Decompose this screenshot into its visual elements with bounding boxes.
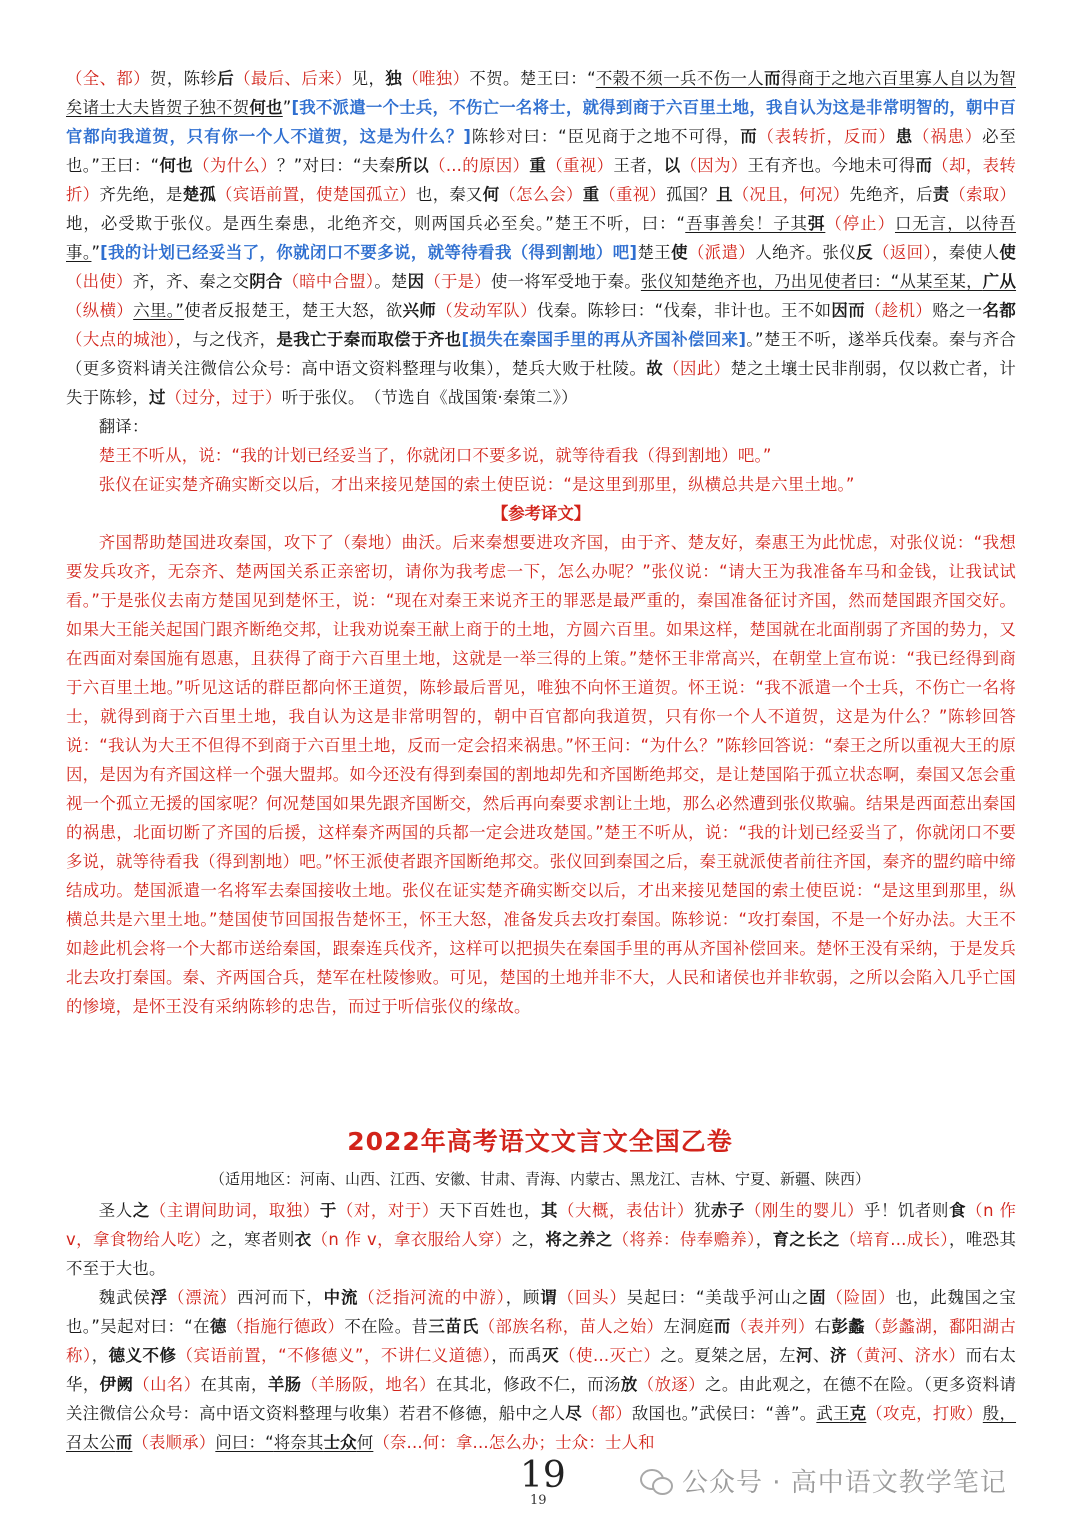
text-run: 之。由此观之，在德不在险。（更多资料请关注微信公众号：高中语文资料整理与收集）若君不修德，船中之人: [66, 1375, 1017, 1423]
text-run: 圣人: [98, 1201, 133, 1220]
text-run: 使: [999, 243, 1016, 262]
text-run: 谓: [540, 1288, 558, 1307]
wechat-icon: [640, 1467, 672, 1495]
text-run: ，: [91, 1346, 109, 1365]
text-run: （宾语前置，“不修德义”，不讲仁义道德）: [176, 1346, 492, 1365]
lower-text-block: [66, 1196, 1016, 1457]
text-run: （于是）: [424, 272, 491, 291]
text-run: 德: [209, 1317, 227, 1336]
text-run: 吴起曰：“美哉乎河山之: [626, 1288, 810, 1307]
text-run: （因此）: [663, 359, 731, 378]
text-run: ，与之伐齐，: [175, 330, 277, 349]
text-run: 中流: [323, 1288, 359, 1307]
text-run: 武王: [816, 1404, 850, 1423]
text-run: 乎！饥者则: [864, 1201, 950, 1220]
text-run: 重: [529, 156, 547, 175]
text-run: 因而: [831, 301, 866, 320]
text-run: 河: [796, 1346, 813, 1365]
text-run: 尽: [565, 1404, 582, 1423]
text-run: [我的计划已经妥当了，你就闭口不要多说，就等待看我（得到割地）吧]: [100, 243, 638, 262]
text-run: （最后、后来）: [234, 69, 352, 88]
text-run: 在其南，: [200, 1375, 268, 1394]
translation-line-2: 张仪在证实楚齐确实断交以后，才出来接见楚国的索土使臣说：“是这里到那里，纵横总共是六里土地。”: [98, 475, 855, 494]
text-run: 必至也。”王曰：“: [66, 127, 1016, 175]
text-run: 。”楚王不听，遂举兵伐秦。秦与齐合（更多资料请关注微信公众号：高中语文资料整理与收集），楚兵大败于杜陵。: [66, 330, 1017, 378]
page-number-small: 19: [530, 1493, 547, 1508]
text-run: 放: [620, 1375, 638, 1394]
text-run: 士众: [323, 1433, 357, 1452]
text-run: （黄河、济水）: [846, 1346, 966, 1365]
text-run: 济: [829, 1346, 847, 1365]
upper-text-block: [66, 64, 1016, 1021]
text-run: 天下百姓也，: [438, 1201, 541, 1220]
text-run: [我不派遣一个士兵，不伤亡一名将士，就得到商于六百里土地，我自认为这是非常明智的，朝中百官都向我道贺，只有你一个人不道贺，这是为什么？]: [66, 98, 1016, 146]
text-run: 王者，: [613, 156, 664, 175]
text-run: 弭: [807, 214, 826, 233]
text-run: 西河而下，: [237, 1288, 324, 1307]
text-run: 楚王: [637, 243, 672, 262]
text-run: 三苗氏: [428, 1317, 479, 1336]
text-run: 六里。”: [133, 301, 185, 320]
text-run: （部族名称，苗人之始）: [478, 1317, 664, 1336]
text-run: 在其北，修政不仁，而汤: [435, 1375, 621, 1394]
text-run: （培育...成长）: [839, 1230, 949, 1249]
text-run: （山名）: [133, 1375, 201, 1394]
text-run: ”: [91, 243, 101, 262]
text-run: 王有齐也。今地未可得: [747, 156, 916, 175]
text-run: （派遣）: [687, 243, 756, 262]
text-run: 何: [356, 1433, 374, 1452]
text-run: （全、都）: [66, 69, 151, 88]
text-run: 后: [217, 69, 235, 88]
text-run: 衣: [294, 1230, 312, 1249]
text-run: 右: [814, 1317, 832, 1336]
text-run: 之。夏桀之居，左: [660, 1346, 797, 1365]
text-run: （表顺承）: [132, 1433, 216, 1452]
text-run: 而: [740, 127, 758, 146]
text-run: （放逐）: [637, 1375, 706, 1394]
text-run: 其: [540, 1201, 558, 1220]
text-run: 将之养之: [545, 1230, 613, 1249]
text-run: 以: [663, 156, 681, 175]
text-run: 得商于之地六百里寡人自以为智矣诸士大夫皆贺子独不贺: [66, 69, 1016, 117]
text-run: 齐，齐、秦之交: [132, 272, 250, 291]
annotated-paragraph-1: [66, 1196, 1016, 1283]
text-run: 孤国？: [666, 185, 717, 204]
text-run: 吾事善矣！子其: [685, 214, 808, 233]
text-run: 食: [949, 1201, 967, 1220]
text-run: 魏武侯: [98, 1288, 151, 1307]
section-subtitle: （适用地区：河南、山西、江西、安徽、甘肃、青海、内蒙古、黑龙江、吉林、宁夏、新疆、陕西）: [209, 1170, 870, 1188]
text-run: 楚之土壤士民非削弱，仅以救亡者，计失于陈轸，: [66, 359, 1017, 407]
text-run: 见，: [351, 69, 386, 88]
text-run: 重: [582, 185, 600, 204]
text-run: （却，表转折）: [66, 156, 1017, 204]
text-run: 使: [671, 243, 688, 262]
text-run: （大概，表估计）: [557, 1201, 694, 1220]
text-run: （使...灭亡）: [559, 1346, 661, 1365]
text-run: （重视）: [599, 185, 667, 204]
text-run: 赂之一: [932, 301, 983, 320]
text-run: 犹: [693, 1201, 711, 1220]
text-run: 而: [713, 1317, 731, 1336]
text-run: 何也: [159, 156, 194, 175]
text-run: 育之长之: [772, 1230, 840, 1249]
text-run: （索取）: [949, 185, 1017, 204]
text-run: （奈...何：拿...怎么办；士众：士人和: [373, 1433, 655, 1452]
text-run: （宾语前置，使楚国孤立）: [216, 185, 417, 204]
text-run: 浮: [150, 1288, 168, 1307]
text-run: 之，寒者则: [210, 1230, 295, 1249]
text-run: 陈轸对曰：“臣见商于之地不可得，: [471, 127, 741, 146]
text-run: 齐先绝，是: [99, 185, 183, 204]
text-run: 反: [856, 243, 874, 262]
text-run: （表并列）: [730, 1317, 815, 1336]
text-run: 羊肠: [267, 1375, 302, 1394]
text-run: 口无言，以待吾事。: [66, 214, 1017, 262]
text-run: 兴师: [402, 301, 437, 320]
text-run: （因为）: [680, 156, 748, 175]
text-run: （羊肠阪，地名）: [301, 1375, 436, 1394]
text-run: （泛指河流的中游）: [358, 1288, 506, 1307]
text-run: （...的原因）: [429, 156, 530, 175]
text-run: 过: [148, 388, 166, 407]
text-run: 地，必受欺于张仪。是西生秦患，北绝齐交，则两国兵必至矣。”楚王不听，曰：“: [66, 214, 686, 233]
text-run: （祸患）: [913, 127, 983, 146]
text-run: 于: [319, 1201, 337, 1220]
text-run: 患: [895, 127, 914, 146]
text-run: （唯独）: [402, 69, 470, 88]
text-run: （刚生的婴儿）: [745, 1201, 865, 1220]
text-run: 。楚: [374, 272, 408, 291]
text-run: 因: [407, 272, 425, 291]
text-run: （趁机）: [865, 301, 933, 320]
text-run: 克: [849, 1404, 867, 1423]
text-run: 独: [385, 69, 403, 88]
annotated-paragraph-2: [66, 1283, 1016, 1457]
text-run: （n 作 v，拿衣服给人穿）: [311, 1230, 512, 1249]
section-title: 2022年高考语文文言文全国乙卷: [347, 1127, 733, 1156]
text-run: 不在险。昔: [344, 1317, 429, 1336]
text-run: （纵横）: [66, 301, 134, 320]
text-run: 伊阙: [99, 1375, 134, 1394]
text-run: ”: [282, 98, 292, 117]
text-run: 且: [716, 185, 733, 204]
text-run: 故: [646, 359, 664, 378]
text-run: 问曰：“: [215, 1433, 274, 1452]
text-run: 敌国也。”武侯曰：“善”。: [631, 1404, 817, 1423]
text-run: （回头）: [557, 1288, 627, 1307]
text-run: （漂流）: [167, 1288, 238, 1307]
text-run: 是我亡于秦而取偿于齐也: [276, 330, 462, 349]
text-run: （表转折，反而）: [757, 127, 896, 146]
text-run: （过分，过于）: [165, 388, 282, 407]
text-run: （对，对于）: [336, 1201, 439, 1220]
text-run: （都）: [581, 1404, 632, 1423]
text-run: 贺，陈轸: [150, 69, 218, 88]
text-run: 何: [482, 185, 500, 204]
text-run: （停止）: [825, 214, 895, 233]
text-run: 人绝齐。张仪: [755, 243, 857, 262]
text-run: 而: [915, 156, 933, 175]
text-run: ，秦使人: [932, 243, 1000, 262]
text-run: （将养：侍奉赡养）: [612, 1230, 756, 1249]
text-run: 名都: [982, 301, 1016, 320]
wechat-watermark: [640, 1462, 1007, 1499]
text-run: 德义不修: [108, 1346, 177, 1365]
text-run: （彭蠡湖，鄱阳湖古称）: [66, 1317, 1016, 1365]
text-run: 之，: [511, 1230, 546, 1249]
text-run: （出使）: [66, 272, 133, 291]
text-run: 也，此魏国之宝也。”吴起对曰：“在: [66, 1288, 1016, 1336]
text-run: （怎么会）: [499, 185, 583, 204]
watermark-text: 公众号 · 高中语文教学笔记: [682, 1468, 1007, 1498]
translation-line-1: 楚王不听从，说：“我的计划已经妥当了，你就闭口不要多说，就等待看我（得到割地）吧。”: [98, 446, 772, 465]
text-run: 阴合: [249, 272, 283, 291]
text-run: （为什么）: [193, 156, 277, 175]
text-run: 左洞庭: [663, 1317, 714, 1336]
text-run: ，而禹: [491, 1346, 543, 1365]
reference-translation-title: 【参考译文】: [491, 504, 591, 523]
text-run: 灭: [542, 1346, 560, 1365]
text-run: 张仪知楚绝齐也，乃出见使者曰：“从某至某，: [640, 272, 983, 291]
text-run: ？”对曰：“夫秦: [277, 156, 396, 175]
text-run: （发动军队）: [436, 301, 537, 320]
text-run: （险固）: [826, 1288, 896, 1307]
text-run: 而: [115, 1433, 133, 1452]
text-run: （暗中合盟）: [282, 272, 375, 291]
text-run: 使者反报楚王，楚王大怒，欲: [184, 301, 403, 320]
text-run: （指施行德政）: [226, 1317, 345, 1336]
text-run: 彭蠡: [831, 1317, 866, 1336]
text-run: 广从: [982, 272, 1017, 291]
text-run: ，唯恐其不至于大也。: [66, 1230, 1017, 1278]
text-run: 也，秦又: [416, 185, 483, 204]
text-run: ，: [755, 1230, 773, 1249]
text-run: （大点的城池）: [66, 330, 176, 349]
text-run: 楚孤: [182, 185, 217, 204]
text-run: （n 作 v，拿食物给人吃）: [66, 1201, 1017, 1249]
text-run: 责: [932, 185, 950, 204]
text-run: 殷，召太公: [66, 1404, 1017, 1452]
annotated-passage: [66, 64, 1016, 412]
text-run: 先绝齐，后: [849, 185, 933, 204]
text-run: 不榖不须一兵不伤一人: [595, 69, 765, 88]
text-run: （攻克，打败）: [866, 1404, 983, 1423]
text-run: 不贺。楚王曰：“: [469, 69, 596, 88]
text-run: 伐秦。陈轸曰：“伐秦，非计也。王不如: [537, 301, 832, 320]
text-run: 将奈其: [273, 1433, 324, 1452]
text-run: 所以: [395, 156, 430, 175]
text-run: 何也: [249, 98, 283, 117]
translation-label: 翻译：: [98, 417, 149, 436]
text-run: 赤子: [711, 1201, 746, 1220]
page-number: 19: [520, 1455, 566, 1496]
text-run: 而右太华，: [66, 1346, 1016, 1394]
text-run: 听于张仪。 （节选自《战国策·秦策二》）: [281, 388, 578, 407]
text-run: 之: [132, 1201, 150, 1220]
text-run: （返回）: [873, 243, 933, 262]
text-run: 固: [809, 1288, 827, 1307]
text-run: [损失在秦国手里的再从齐国补偿回来]: [461, 330, 747, 349]
reference-translation-text: 齐国帮助楚国进攻秦国，攻下了（秦地）曲沃。后来秦想要进攻齐国，由于齐、楚友好，秦惠王为此忧虑，对张仪说：“我想要发兵攻齐，无奈齐、楚两国关系正亲密切，请你为我考虑一下，怎么办呢？”张仪说：“请大王为我准备车马和金钱，让我试试看。”于是张仪去南方楚国见到楚怀王，说：“现在对秦王来说齐王的罪恶是最严重的，秦国准备征讨齐国，然而楚国跟齐国交好。如果大王能关起国门跟齐断绝交邦，让我劝说秦王献上商于的土地，方圆六百里。如果这样，楚国就在北面削弱了齐国的势力，又在西面对秦国施有恩惠，且获得了商于六百里土地，这就是一举三得的上策。”楚怀王非常高兴，在朝堂上宣布说：“我已经得到商于六百里土地。”听见这话的群臣都向怀王道贺，陈轸最后晋见，唯独不向怀王道贺。怀王说：“我不派遣一个士兵，不伤亡一名将士，就得到商于六百里土地，我自认为这是非常明智的，朝中百官都向我道贺，只有你一个人不道贺，这是为什么？”陈轸回答说：“我认为大王不但得不到商于六百里土地，反而一定会招来祸患。”怀王问：“为什么？”陈轸回答说：“秦王之所以重视大王的原因，是因为有齐国这样一个强大盟邦。如今还没有得到秦国的割地却先和齐国断绝邦交，是让楚国陷于孤立状态啊，秦国又怎会重视一个孤立无援的国家呢？何况楚国如果先跟齐国断交，然后再向秦要求割让土地，那么必然遭到张仪欺骗。结果是西面惹出秦国的祸患，北面切断了齐国的后援，这样秦齐两国的兵都一定会进攻楚国。”楚王不听从，说：“我的计划已经妥当了，你就闭口不要多说，就等待看我（得到割地）吧。”怀王派使者跟齐国断绝邦交。张仪回到秦国之后，秦王就派使者前往齐国，秦齐的盟约暗中缔结成功。楚国派遣一名将军去秦国接收土地。张仪在证实楚齐确实断交以后，才出来接见楚国的索土使臣说：“是这里到那里，纵横总共是六里土地。”楚国使节回国报告楚怀王，怀王大怒，准备发兵去攻打秦国。陈轸说：“攻打秦国，不是一个好办法。大王不如趁此机会将一个大都市送给秦国，跟秦连兵伐齐，这样可以把损失在秦国手里的再从齐国补偿回来。楚怀王没有采纳，于是发兵北去攻打秦国。秦、齐两国合兵，楚军在杜陵惨败。可见，楚国的土地并非不大，人民和诸侯也并非软弱，之所以会陷入几乎亡国的惨境，是怀王没有采纳陈轸的忠告，而过于听信张仪的缘故。: [66, 533, 1016, 1016]
text-run: 而: [764, 69, 781, 88]
text-run: 、: [812, 1346, 830, 1365]
text-run: （况且，何况）: [732, 185, 850, 204]
text-run: ，顾: [505, 1288, 541, 1307]
text-run: （主谓间助词，取独）: [149, 1201, 320, 1220]
text-run: （重视）: [546, 156, 614, 175]
text-run: 使一将军受地于秦。: [490, 272, 641, 291]
